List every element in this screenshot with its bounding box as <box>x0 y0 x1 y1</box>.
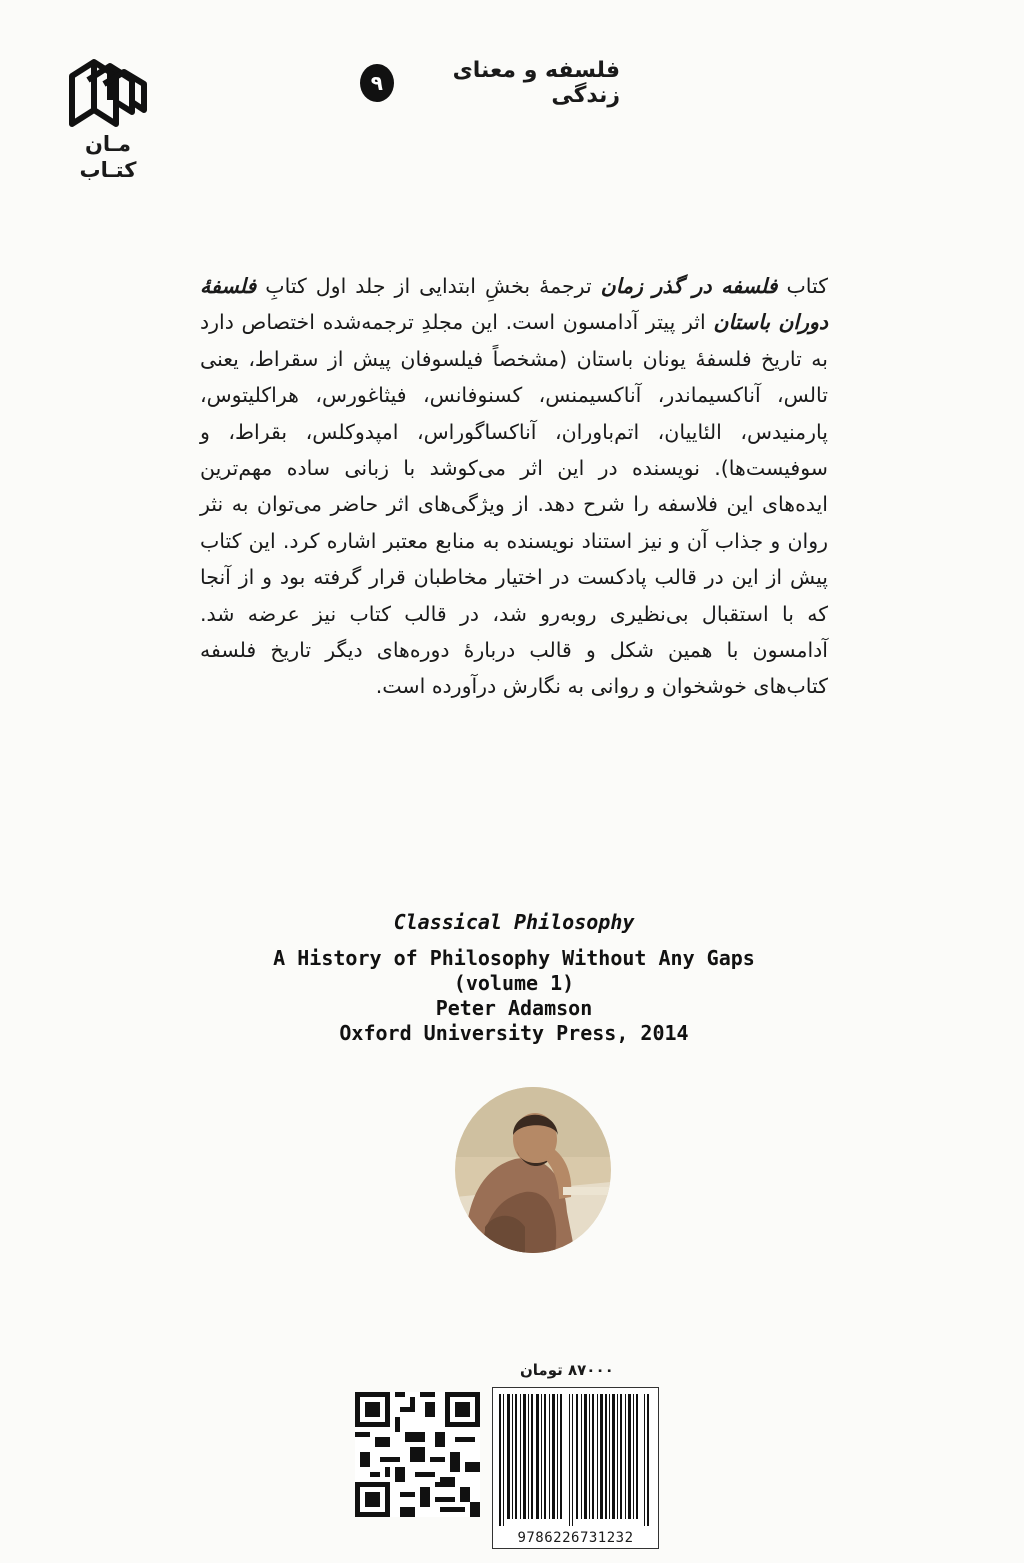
isbn-number: 9786226731232 <box>493 1530 658 1546</box>
english-author: Peter Adamson <box>435 996 593 1020</box>
qr-code <box>355 1392 480 1517</box>
logo-text-line1: مـان <box>85 132 131 156</box>
isbn-barcode <box>492 1387 659 1549</box>
series-number-badge: ۹ <box>360 64 394 102</box>
description-middle: ترجمهٔ بخشِ ابتدایی از جلد اول کتابِ <box>256 274 601 298</box>
publisher-logo <box>58 50 158 190</box>
english-credits <box>200 910 828 1046</box>
description-intro: کتاب <box>777 274 828 298</box>
philosopher-portrait <box>455 1087 611 1253</box>
series-title: فلسفه و معنای زندگی <box>452 58 620 108</box>
price-label: ۸۷۰۰۰ تومان <box>520 1361 614 1379</box>
english-volume: (volume 1) <box>453 971 575 995</box>
books-icon <box>58 50 158 130</box>
book-title-fa: فلسفه در گذر زمان <box>600 274 778 298</box>
series-header <box>360 58 620 108</box>
book-description <box>200 268 828 705</box>
description-body: اثر پیتر آدامسون است. این مجلدِ ترجمه‌شده اختصاص دارد به تاریخ فلسفهٔ یونان باستان (مشخصاً فیلسوفان پیش از سقراط، یعنی تالس، آناکسیماندر، آناکسیمنس، کسنوفانس، فیثاغورس، هراکلیتوس، پارمنیدس، الئاییان، اتم‌باوران، آناکساگوراس، امپدوکلس، بقراط، و سوفیست‌ها). نویسنده در این اثر می‌کوشد با زبانی ساده مهم‌ترین ایده‌های این فلاسفه را شرح دهد. از ویژگی‌های اثر حاضر می‌توان به نثر روان و جذاب آن و نیز استناد نویسنده به منابع معتبر اشاره کرد. این کتاب پیش از این در قالب پادکست در اختیار مخاطبان قرار گرفته بود و از آنجا که با استقبال بی‌نظیری روبه‌رو شد، در قالب کتاب نیز عرضه شد. آدامسون با همین شکل و قالب دربارهٔ دوره‌های دیگر تاریخ فلسفه کتاب‌های خوشخوان و روانی به نگارش درآورده است. <box>200 310 828 699</box>
english-series: A History of Philosophy Without Any Gaps <box>273 946 755 970</box>
original-title-fa: فلسفهٔ دوران باستان <box>200 274 829 335</box>
english-title: Classical Philosophy <box>393 910 635 934</box>
english-publisher: Oxford University Press, 2014 <box>339 1021 689 1045</box>
logo-text-line2: کتـاب <box>79 158 137 182</box>
